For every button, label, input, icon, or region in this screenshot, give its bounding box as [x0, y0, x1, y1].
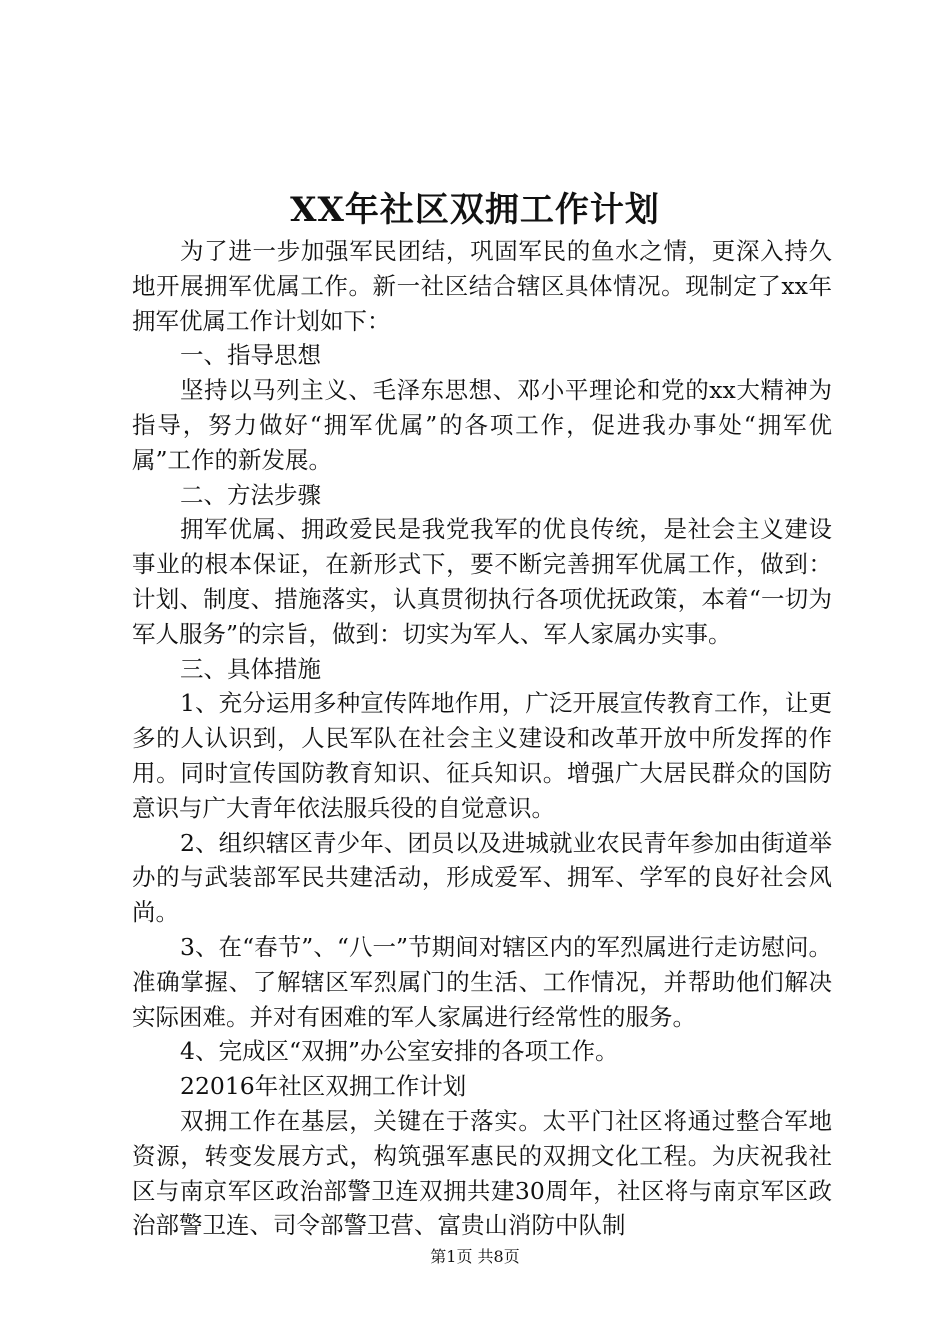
document-body	[132, 234, 832, 1243]
section-heading-method-steps: 二、方法步骤	[180, 480, 321, 509]
paragraph-intro: 为了进一步加强军民团结，巩固军民的鱼水之情，更深入持久地开展拥军优属工作。新一社区结合辖区具体情况。现制定了xx年拥军优属工作计划如下：	[132, 237, 832, 335]
section-heading-specific-measures: 三、具体措施	[180, 654, 321, 683]
paragraph-measure-2: 2、组织辖区青少年、团员以及进城就业农民青年参加由街道举办的与武装部军民共建活动，形成爱军、拥军、学军的良好社会风尚。	[132, 828, 832, 927]
paragraph-method-steps: 拥军优属、拥政爱民是我党我军的优良传统，是社会主义建设事业的根本保证，在新形式下，要不断完善拥军优属工作，做到：计划、制度、措施落实，认真贯彻执行各项优抚政策，本着“一切为军人服务”的宗旨，做到：切实为军人、军人家属办实事。	[132, 515, 832, 648]
document-title: XX年社区双拥工作计划	[290, 190, 660, 230]
paragraph-measure-3: 3、在“春节”、“八一”节期间对辖区内的军烈属进行走访慰问。准确掌握、了解辖区军烈属门的生活、工作情况，并帮助他们解决实际困难。并对有困难的军人家属进行经常性的服务。	[132, 932, 832, 1031]
paragraph-guiding-ideology: 坚持以马列主义、毛泽东思想、邓小平理论和党的xx大精神为指导，努力做好“拥军优属”的各项工作，促进我办事处“拥军优属”工作的新发展。	[132, 376, 832, 474]
paragraph-measure-4: 4、完成区“双拥”办公室安排的各项工作。	[180, 1037, 619, 1066]
subtitle-second-plan: 22016年社区双拥工作计划	[180, 1072, 467, 1101]
paragraph-measure-1: 1、充分运用多种宣传阵地作用，广泛开展宣传教育工作，让更多的人认识到，人民军队在社会主义建设和改革开放中所发挥的作用。同时宣传国防教育知识、征兵知识。增强广大居民群众的国防意识与广大青年依法服兵役的自觉意识。	[132, 689, 832, 822]
page-footer: 第1页 共8页	[430, 1247, 520, 1266]
section-heading-guiding-ideology: 一、指导思想	[180, 341, 321, 370]
paragraph-second-plan-intro: 双拥工作在基层，关键在于落实。太平门社区将通过整合军地资源，转变发展方式，构筑强军惠民的双拥文化工程。为庆祝我社区与南京军区政治部警卫连双拥共建30周年，社区将与南京军区政治部警卫连、司令部警卫营、富贵山消防中队制	[132, 1106, 832, 1240]
